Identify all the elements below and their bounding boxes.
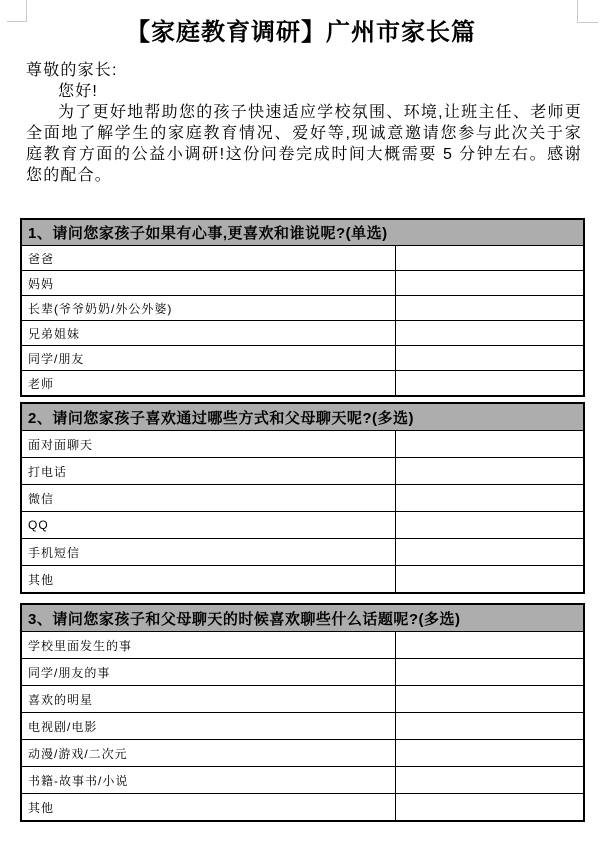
answer-cell[interactable]	[395, 512, 584, 539]
document-title: 【家庭教育调研】广州市家长篇	[126, 19, 476, 46]
option-row	[21, 458, 584, 485]
option-label: 微信	[21, 485, 395, 512]
answer-cell[interactable]	[395, 686, 584, 713]
answer-cell[interactable]	[395, 371, 584, 397]
option-label: 兄弟姐妹	[21, 321, 395, 346]
intro-greeting: 您好!	[58, 83, 99, 100]
option-row	[21, 566, 584, 594]
option-row	[21, 271, 584, 296]
answer-cell[interactable]	[395, 271, 584, 296]
answer-cell[interactable]	[395, 458, 584, 485]
option-label: 打电话	[21, 458, 395, 485]
option-label: 长辈(爷爷奶奶/外公外婆)	[21, 296, 395, 321]
answer-cell[interactable]	[395, 431, 584, 458]
intro-body: 为了更好地帮助您的孩子快速适应学校氛围、环境,让班主任、老师更全面地了解学生的家庭教育情况、爱好等,现诚意邀请您参与此次关于家庭教育方面的公益小调研!这份问卷完成时间大概需要 5 分钟左右。感谢您的配合。	[26, 104, 582, 184]
option-label: 喜欢的明星	[21, 686, 395, 713]
option-row	[21, 371, 584, 397]
option-row	[21, 713, 584, 740]
option-row	[21, 539, 584, 566]
option-label: 其他	[21, 794, 395, 822]
answer-cell[interactable]	[395, 713, 584, 740]
question-1-header: 1、请问您家孩子如果有心事,更喜欢和谁说呢?(单选)	[21, 219, 584, 246]
answer-cell[interactable]	[395, 296, 584, 321]
option-label: 手机短信	[21, 539, 395, 566]
question-1-header-row	[21, 219, 584, 246]
option-row	[21, 296, 584, 321]
option-row	[21, 632, 584, 659]
answer-cell[interactable]	[395, 566, 584, 594]
option-row	[21, 321, 584, 346]
answer-cell[interactable]	[395, 539, 584, 566]
option-label: 同学/朋友	[21, 346, 395, 371]
option-row	[21, 686, 584, 713]
option-label: 其他	[21, 566, 395, 594]
option-row	[21, 346, 584, 371]
intro-paragraph	[26, 60, 582, 186]
option-label: 学校里面发生的事	[21, 632, 395, 659]
option-label: 老师	[21, 371, 395, 397]
answer-cell[interactable]	[395, 632, 584, 659]
question-2-header: 2、请问您家孩子喜欢通过哪些方式和父母聊天呢?(多选)	[21, 403, 584, 431]
question-2-header-row	[21, 403, 584, 431]
answer-cell[interactable]	[395, 659, 584, 686]
option-row	[21, 659, 584, 686]
question-3-header-row	[21, 604, 584, 632]
question-3-table	[20, 603, 585, 822]
option-row	[21, 767, 584, 794]
answer-cell[interactable]	[395, 346, 584, 371]
option-label: 同学/朋友的事	[21, 659, 395, 686]
option-row	[21, 740, 584, 767]
question-2-table	[20, 402, 585, 594]
option-row	[21, 794, 584, 822]
option-label: 动漫/游戏/二次元	[21, 740, 395, 767]
option-label: 面对面聊天	[21, 431, 395, 458]
option-label: 电视剧/电影	[21, 713, 395, 740]
option-row	[21, 485, 584, 512]
option-label: 爸爸	[21, 246, 395, 271]
intro-salutation: 尊敬的家长:	[26, 62, 118, 79]
option-row	[21, 246, 584, 271]
option-label: QQ	[21, 512, 395, 539]
option-row	[21, 512, 584, 539]
option-label: 妈妈	[21, 271, 395, 296]
option-row	[21, 431, 584, 458]
option-label: 书籍-故事书/小说	[21, 767, 395, 794]
answer-cell[interactable]	[395, 740, 584, 767]
answer-cell[interactable]	[395, 794, 584, 822]
answer-cell[interactable]	[395, 321, 584, 346]
question-3-header: 3、请问您家孩子和父母聊天的时候喜欢聊些什么话题呢?(多选)	[21, 604, 584, 632]
answer-cell[interactable]	[395, 767, 584, 794]
answer-cell[interactable]	[395, 246, 584, 271]
answer-cell[interactable]	[395, 485, 584, 512]
question-1-table	[20, 218, 585, 397]
